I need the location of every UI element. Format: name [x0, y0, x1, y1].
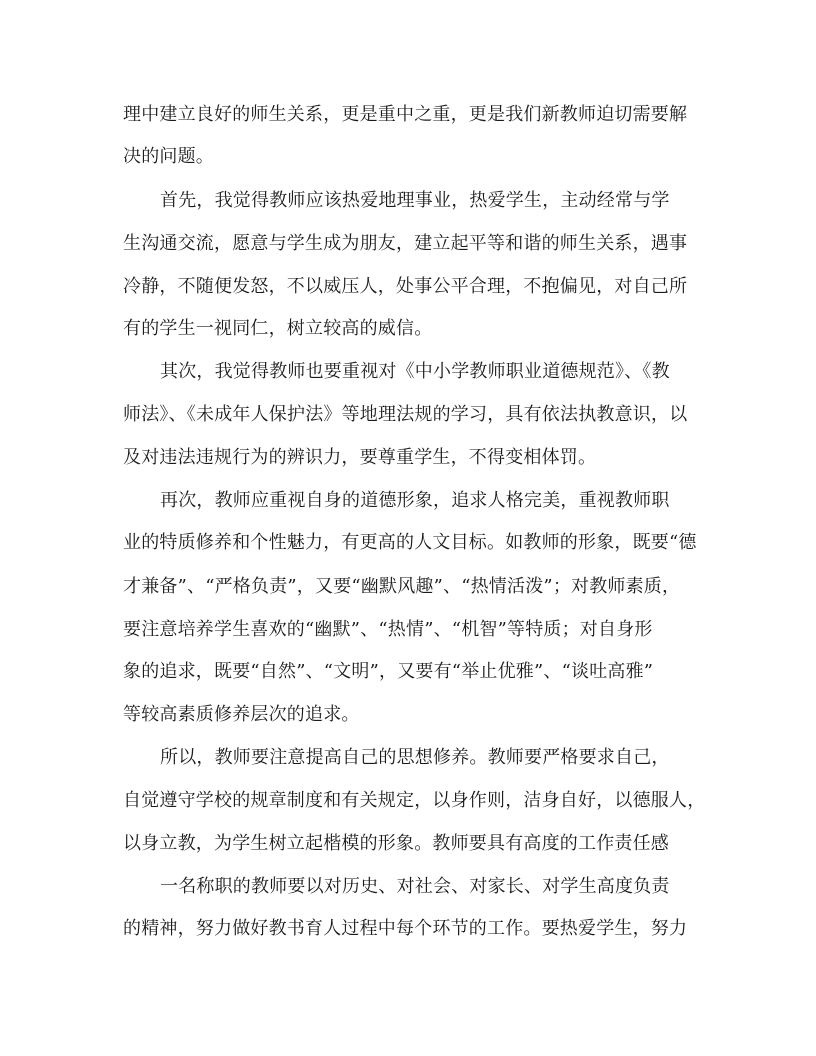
text-line: 及对违法违规行为的辨识力，要尊重学生，不得变相体罚。	[123, 447, 597, 468]
text-line: 以身立教，为学生树立起楷模的形象。教师要具有高度的工作责任感	[123, 833, 669, 854]
text-line: 要注意培养学生喜欢的“幽默”、“热情”、“机智”等特质；对自身形	[123, 619, 653, 640]
text-line: 决的问题。	[123, 146, 214, 167]
text-line: 师法》、《未成年人保护法》等地理法规的学习，具有依法执教意识，以	[123, 404, 688, 425]
text-line: 一名称职的教师要以对历史、对社会、对家长、对学生高度负责	[160, 876, 670, 897]
text-line: 其次，我觉得教师也要重视对《中小学教师职业道德规范》、《教	[160, 361, 670, 382]
text-line: 有的学生一视同仁，树立较高的威信。	[123, 318, 433, 339]
text-line: 所以，教师要注意提高自己的思想修养。教师要严格要求自己，	[160, 747, 670, 768]
text-line: 冷静，不随便发怒，不以威压人，处事公平合理，不抱偏见，对自己所	[123, 276, 688, 297]
text-line: 象的追求，既要“自然”、“文明”，又要有“举止优雅”、“谈吐高雅”	[123, 661, 654, 682]
text-line: 理中建立良好的师生关系，更是重中之重，更是我们新教师迫切需要解	[123, 104, 688, 125]
text-line: 才兼备”、“严格负责”，又要“幽默风趣”、“热情活泼”；对教师素质，	[123, 576, 681, 597]
text-line: 自觉遵守学校的规章制度和有关规定，以身作则，洁身自好，以德服人，	[123, 790, 706, 811]
text-line: 再次，教师应重视自身的道德形象，追求人格完美，重视教师职	[160, 490, 670, 511]
text-line: 的精神，努力做好教书育人过程中每个环节的工作。要热爱学生，努力	[123, 918, 688, 939]
text-line: 首先，我觉得教师应该热爱地理事业，热爱学生，主动经常与学	[160, 190, 670, 211]
text-line: 等较高素质修养层次的追求。	[123, 704, 360, 725]
text-line: 业的特质修养和个性魅力，有更高的人文目标。如教师的形象，既要“德	[123, 532, 697, 553]
text-line: 生沟通交流，愿意与学生成为朋友，建立起平等和谐的师生关系，遇事	[123, 233, 688, 254]
